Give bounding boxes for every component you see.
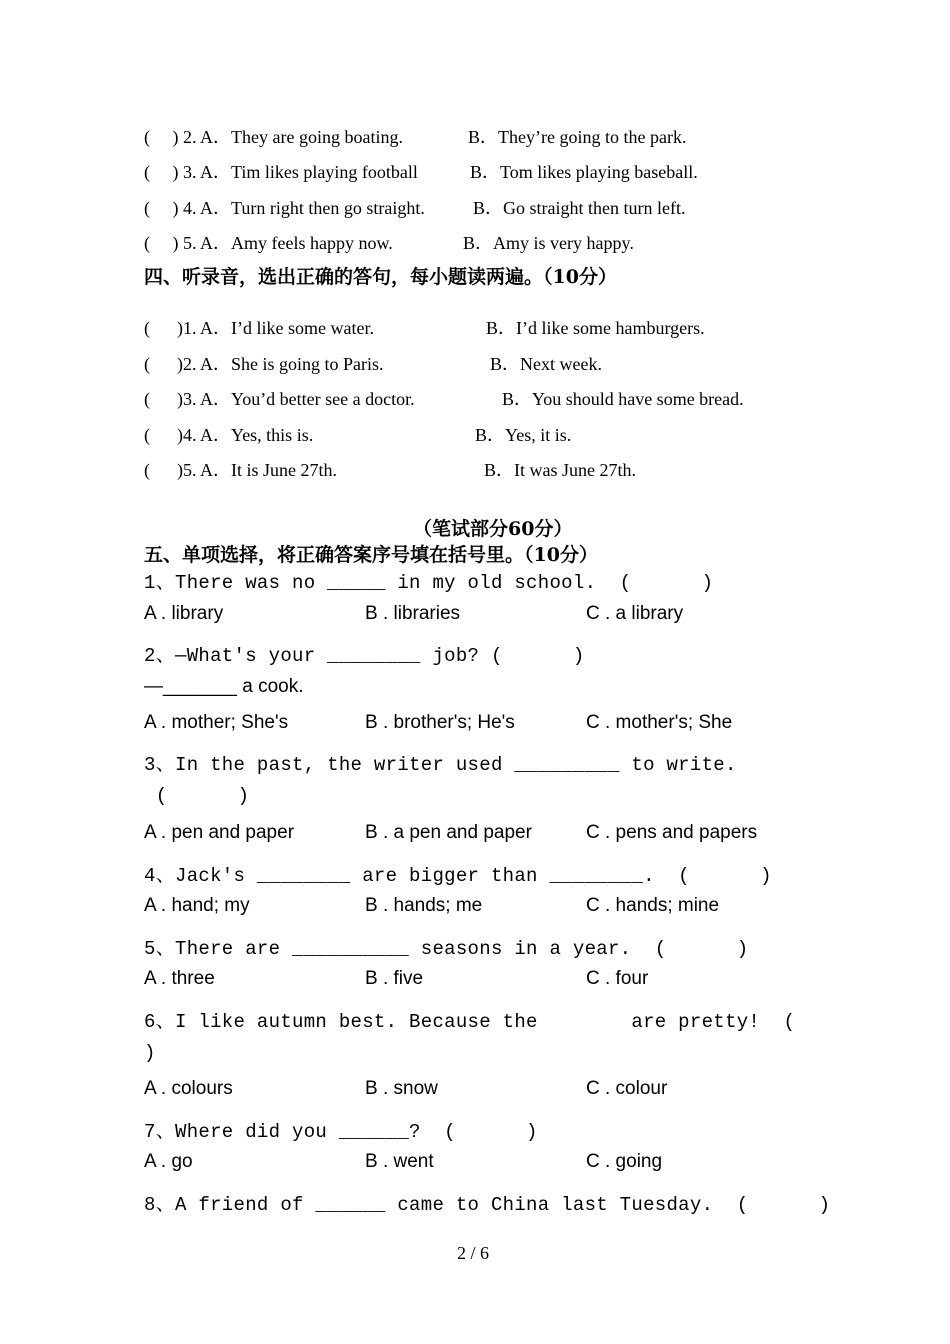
page-number: 2 / 6	[457, 1243, 490, 1263]
s5-q3-stem: 3、In the past, the writer used _________ to write.	[144, 754, 737, 776]
s5-q6-a: A . colours	[144, 1078, 233, 1099]
s5-q5-a: A . three	[144, 968, 215, 989]
s5-q7-stem: 7、Where did you ______? ( )	[144, 1121, 538, 1143]
s4-q5-a: ( )5. A．It is June 27th.	[144, 460, 337, 480]
s5-q2-line2: —_______ a cook.	[144, 676, 304, 697]
s3-q5-b: B．Amy is very happy.	[463, 233, 634, 253]
s5-q5-stem: 5、There are __________ seasons in a year. ( )	[144, 938, 749, 960]
s4-q4-a: ( )4. A．Yes, this is.	[144, 425, 314, 445]
s5-q4-a: A . hand; my	[144, 895, 250, 916]
s5-q3-c: C . pens and papers	[586, 822, 758, 843]
s5-q6-stem: 6、I like autumn best. Because the are pretty! (	[144, 1011, 796, 1033]
s5-q3-paren: ( )	[144, 785, 250, 807]
s5-q7-b: B . went	[365, 1151, 434, 1172]
s3-q4-b: B．Go straight then turn left.	[473, 198, 686, 218]
s5-q1-stem: 1、There was no _____ in my old school. ( )	[144, 572, 714, 594]
s4-q3-a: ( )3. A．You’d better see a doctor.	[144, 389, 415, 409]
s4-q2-a: ( )2. A．She is going to Paris.	[144, 354, 384, 374]
s3-q5-a: ( ) 5. A．Amy feels happy now.	[144, 233, 393, 253]
s3-q4-a: ( ) 4. A．Turn right then go straight.	[144, 198, 425, 218]
section4-title: 四、听录音，选出正确的答句，每小题读两遍。（10分）	[144, 266, 617, 288]
s5-q4-c: C . hands; mine	[586, 895, 720, 916]
section5-title: 五、单项选择，将正确答案序号填在括号里。（10分）	[144, 544, 598, 566]
s5-q6-c: C . colour	[586, 1078, 668, 1099]
s5-q7-a: A . go	[144, 1151, 193, 1172]
s5-q4-stem: 4、Jack's ________ are bigger than ________. ( )	[144, 865, 772, 887]
s5-q6-b: B . snow	[365, 1078, 438, 1099]
s5-q2-stem: 2、—What's your ________ job? ( )	[144, 645, 585, 667]
s5-q3-b: B . a pen and paper	[365, 822, 532, 843]
s4-q5-b: B．It was June 27th.	[484, 460, 636, 480]
s5-q1-a: A . library	[144, 603, 224, 624]
s3-q2-b: B．They’re going to the park.	[468, 127, 687, 147]
s4-q2-b: B．Next week.	[490, 354, 602, 374]
written-part-heading: （笔试部分60分）	[413, 518, 573, 540]
s5-q6-paren: )	[144, 1042, 156, 1064]
s5-q4-b: B . hands; me	[365, 895, 483, 916]
s4-q3-b: B．You should have some bread.	[502, 389, 744, 409]
s5-q1-b: B . libraries	[365, 603, 461, 624]
s5-q8-stem: 8、A friend of ______ came to China last Tuesday. ( )	[144, 1194, 831, 1216]
s5-q5-b: B . five	[365, 968, 424, 989]
s3-q2-a: ( ) 2. A．They are going boating.	[144, 127, 403, 147]
s4-q1-a: ( )1. A．I’d like some water.	[144, 318, 374, 338]
s5-q7-c: C . going	[586, 1151, 663, 1172]
s5-q2-c: C . mother's; She	[586, 712, 733, 733]
s4-q1-b: B．I’d like some hamburgers.	[486, 318, 705, 338]
s5-q2-b: B . brother's; He's	[365, 712, 515, 733]
s5-q2-a: A . mother; She's	[144, 712, 289, 733]
s3-q3-b: B．Tom likes playing baseball.	[470, 162, 698, 182]
s4-q4-b: B．Yes, it is.	[475, 425, 572, 445]
s5-q1-c: C . a library	[586, 603, 684, 624]
s3-q3-a: ( ) 3. A．Tim likes playing football	[144, 162, 418, 182]
s5-q5-c: C . four	[586, 968, 649, 989]
s5-q3-a: A . pen and paper	[144, 822, 295, 843]
